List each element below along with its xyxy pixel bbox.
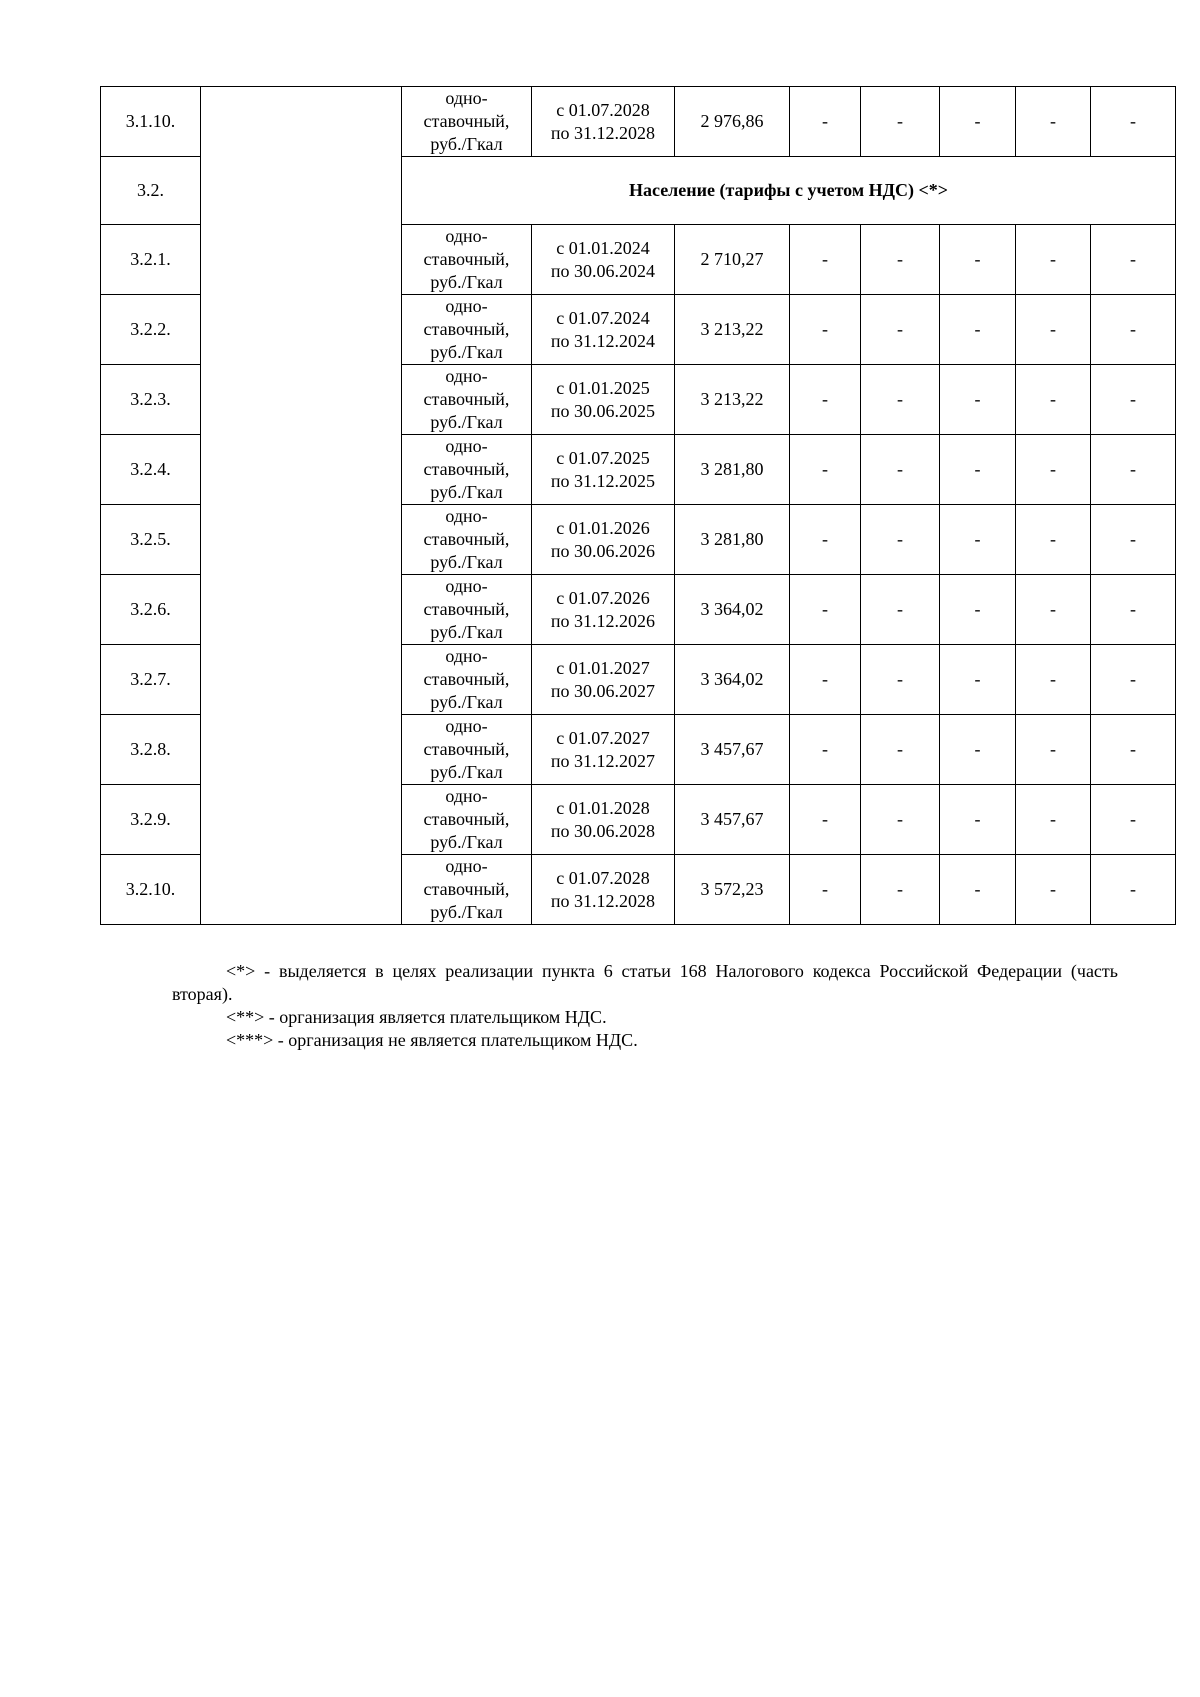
dash-cell: - [790,645,861,715]
tariff-type-line: ставочный, [423,739,510,759]
tariff-type-cell [402,785,532,855]
dash-cell: - [940,365,1016,435]
row-number-cell: 3.2.3. [101,365,201,435]
period-line: по 31.12.2024 [550,330,656,351]
dash-cell: - [790,295,861,365]
period-line: по 30.06.2026 [550,540,656,561]
tariff-type-cell [402,435,532,505]
tariff-type-line: руб./Гкал [430,902,503,922]
row-number-cell: 3.2.9. [101,785,201,855]
period-cell [532,365,675,435]
dash-cell: - [1091,225,1176,295]
dash-cell: - [790,225,861,295]
dash-cell: - [940,505,1016,575]
period-line: по 31.12.2025 [550,470,656,491]
dash-cell: - [940,87,1016,157]
dash-cell: - [1016,505,1091,575]
tariff-value-cell: 3 213,22 [675,365,790,435]
dash-cell: - [861,435,940,505]
dash-cell: - [1091,715,1176,785]
period-line: по 30.06.2025 [550,400,656,421]
dash-cell: - [940,225,1016,295]
tariff-type-cell [402,87,532,157]
table-row [101,87,1176,157]
dash-cell: - [790,575,861,645]
row-number-cell: 3.2.10. [101,855,201,925]
tariff-table [100,86,1176,925]
tariff-type-cell [402,715,532,785]
tariff-value-cell: 3 364,02 [675,575,790,645]
period-line: по 31.12.2028 [550,122,656,143]
dash-cell: - [861,87,940,157]
group-title-cell: Население (тарифы с учетом НДС) <*> [402,157,1176,225]
tariff-type-cell [402,365,532,435]
dash-cell: - [1091,295,1176,365]
dash-cell: - [1016,855,1091,925]
period-cell [532,785,675,855]
tariff-value-cell: 3 281,80 [675,505,790,575]
tariff-type-line: руб./Гкал [430,832,503,852]
dash-cell: - [1016,645,1091,715]
dash-cell: - [790,785,861,855]
tariff-value-cell: 3 281,80 [675,435,790,505]
dash-cell: - [1016,225,1091,295]
dash-cell: - [1091,505,1176,575]
dash-cell: - [790,365,861,435]
group-number-cell: 3.2. [101,157,201,225]
tariff-type-line: одно- [445,436,488,456]
footnote-vat-payer: <**> - организация является плательщиком НДС. [226,1007,607,1027]
tariff-type-cell [402,855,532,925]
dash-cell: - [940,645,1016,715]
dash-cell: - [1091,435,1176,505]
tariff-value-cell: 3 457,67 [675,715,790,785]
tariff-type-cell [402,295,532,365]
period-line: по 30.06.2028 [550,820,656,841]
period-cell [532,87,675,157]
dash-cell: - [861,365,940,435]
period-line: по 31.12.2028 [550,890,656,911]
dash-cell: - [1016,715,1091,785]
footnotes [172,960,1118,1052]
period-cell [532,295,675,365]
tariff-type-line: руб./Гкал [430,342,503,362]
dash-cell: - [861,575,940,645]
dash-cell: - [1091,365,1176,435]
row-number-cell: 3.1.10. [101,87,201,157]
period-line: с 01.07.2028 [556,867,650,888]
row-number-cell: 3.2.7. [101,645,201,715]
period-cell [532,715,675,785]
tariff-value-cell: 3 572,23 [675,855,790,925]
tariff-type-line: руб./Гкал [430,622,503,642]
tariff-type-line: ставочный, [423,389,510,409]
tariff-type-line: руб./Гкал [430,482,503,502]
dash-cell: - [1091,855,1176,925]
tariff-type-line: одно- [445,856,488,876]
tariff-type-line: руб./Гкал [430,272,503,292]
tariff-type-line: одно- [445,716,488,736]
tariff-type-line: ставочный, [423,879,510,899]
dash-cell: - [861,295,940,365]
period-line: с 01.07.2027 [556,727,650,748]
dash-cell: - [790,87,861,157]
period-line: с 01.01.2025 [556,377,650,398]
tariff-type-cell [402,645,532,715]
tariff-type-line: одно- [445,786,488,806]
tariff-type-line: ставочный, [423,599,510,619]
footnote-vat-note: <*> - выделяется в целях реализации пункта 6 статьи 168 Налогового кодекса Российской Федерации (часть вторая). [172,961,1118,1004]
period-cell [532,645,675,715]
dash-cell: - [940,575,1016,645]
period-line: с 01.01.2028 [556,797,650,818]
period-line: по 31.12.2027 [550,750,656,771]
period-cell [532,505,675,575]
dash-cell: - [940,435,1016,505]
period-line: с 01.01.2024 [556,237,650,258]
period-line: по 30.06.2027 [550,680,656,701]
tariff-type-line: руб./Гкал [430,692,503,712]
dash-cell: - [940,295,1016,365]
dash-cell: - [1091,645,1176,715]
period-cell [532,225,675,295]
period-line: с 01.07.2026 [556,587,650,608]
dash-cell: - [940,715,1016,785]
tariff-type-line: руб./Гкал [430,412,503,432]
tariff-value-cell: 3 457,67 [675,785,790,855]
tariff-table-body [101,87,1176,925]
dash-cell: - [861,505,940,575]
tariff-type-line: одно- [445,506,488,526]
period-line: по 30.06.2024 [550,260,656,281]
tariff-type-line: руб./Гкал [430,762,503,782]
tariff-type-line: одно- [445,296,488,316]
tariff-type-cell [402,225,532,295]
dash-cell: - [1016,575,1091,645]
dash-cell: - [861,785,940,855]
dash-cell: - [940,855,1016,925]
tariff-value-cell: 3 364,02 [675,645,790,715]
row-number-cell: 3.2.8. [101,715,201,785]
period-line: с 01.07.2028 [556,99,650,120]
dash-cell: - [1091,785,1176,855]
period-line: с 01.01.2027 [556,657,650,678]
period-line: с 01.07.2024 [556,307,650,328]
tariff-type-line: ставочный, [423,809,510,829]
dash-cell: - [1016,435,1091,505]
dash-cell: - [1016,87,1091,157]
row-number-cell: 3.2.1. [101,225,201,295]
organization-cell [201,87,402,925]
tariff-type-cell [402,505,532,575]
dash-cell: - [1016,295,1091,365]
tariff-type-line: одно- [445,226,488,246]
tariff-type-line: ставочный, [423,111,510,131]
period-line: с 01.01.2026 [556,517,650,538]
period-line: по 31.12.2026 [550,610,656,631]
tariff-value-cell: 3 213,22 [675,295,790,365]
tariff-type-line: ставочный, [423,669,510,689]
tariff-type-line: руб./Гкал [430,552,503,572]
dash-cell: - [1091,575,1176,645]
tariff-value-cell: 2 976,86 [675,87,790,157]
tariff-type-line: одно- [445,576,488,596]
dash-cell: - [790,505,861,575]
period-cell [532,575,675,645]
dash-cell: - [861,645,940,715]
tariff-type-line: ставочный, [423,459,510,479]
footnote-vat-nonpayer: <***> - организация не является плательщиком НДС. [226,1030,638,1050]
tariff-type-line: одно- [445,366,488,386]
dash-cell: - [1016,365,1091,435]
dash-cell: - [861,715,940,785]
row-number-cell: 3.2.5. [101,505,201,575]
dash-cell: - [1091,87,1176,157]
tariff-type-line: ставочный, [423,529,510,549]
tariff-type-line: руб./Гкал [430,134,503,154]
period-cell [532,855,675,925]
dash-cell: - [861,855,940,925]
dash-cell: - [790,435,861,505]
dash-cell: - [940,785,1016,855]
tariff-type-line: одно- [445,646,488,666]
tariff-type-line: ставочный, [423,319,510,339]
dash-cell: - [790,855,861,925]
row-number-cell: 3.2.4. [101,435,201,505]
row-number-cell: 3.2.6. [101,575,201,645]
tariff-value-cell: 2 710,27 [675,225,790,295]
dash-cell: - [790,715,861,785]
dash-cell: - [861,225,940,295]
dash-cell: - [1016,785,1091,855]
tariff-type-line: одно- [445,88,488,108]
tariff-type-line: ставочный, [423,249,510,269]
tariff-type-cell [402,575,532,645]
row-number-cell: 3.2.2. [101,295,201,365]
period-cell [532,435,675,505]
period-line: с 01.07.2025 [556,447,650,468]
